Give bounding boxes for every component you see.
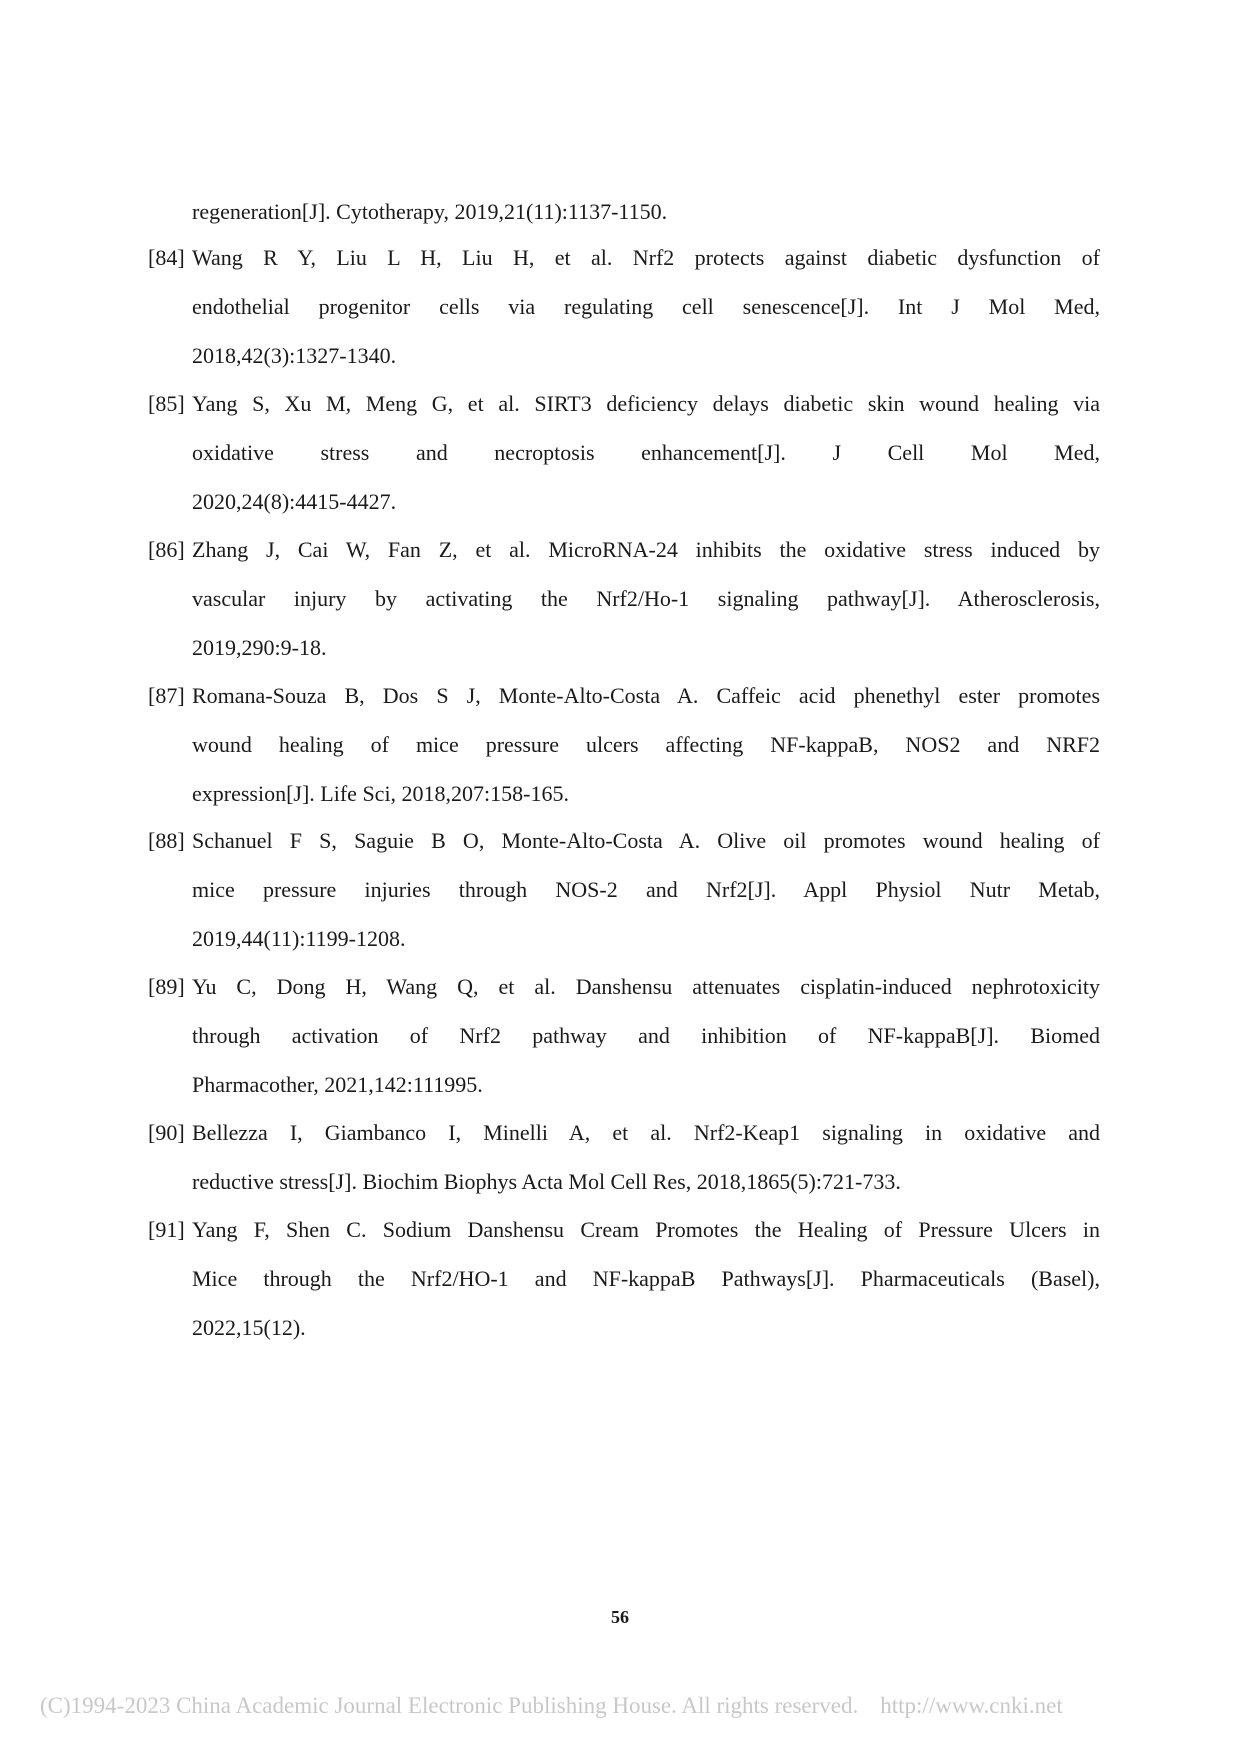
copyright-footer <box>40 1693 1220 1719</box>
reference-number: [87] <box>148 683 185 708</box>
reference-line: reductive stress[J]. Biochim Biophys Acta Mol Cell Res, 2018,1865(5):721-733. <box>192 1169 901 1194</box>
reference-line: 2019,44(11):1199-1208. <box>192 926 406 951</box>
reference-line: 2022,15(12). <box>192 1315 306 1340</box>
reference-line: Yang F, Shen C. Sodium Danshensu Cream Promotes the Healing of Pressure Ulcers in <box>192 1217 1100 1242</box>
reference-line: regeneration[J]. Cytotherapy, 2019,21(11):1137-1150. <box>192 199 668 224</box>
copyright-text: (C)1994-2023 China Academic Journal Electronic Publishing House. All rights reserved. <box>40 1693 859 1718</box>
reference-line: 2020,24(8):4415-4427. <box>192 489 397 514</box>
reference-line: Mice through the Nrf2/HO-1 and NF-kappaB Pathways[J]. Pharmaceuticals (Basel), <box>192 1266 1100 1291</box>
reference-line: 2018,42(3):1327-1340. <box>192 343 397 368</box>
reference-number: [89] <box>148 974 185 999</box>
reference-line: expression[J]. Life Sci, 2018,207:158-165. <box>192 781 569 806</box>
reference-line: Zhang J, Cai W, Fan Z, et al. MicroRNA-24 inhibits the oxidative stress induced by <box>192 537 1100 562</box>
footer-url: http://www.cnki.net <box>880 1693 1063 1718</box>
reference-line: mice pressure injuries through NOS-2 and Nrf2[J]. Appl Physiol Nutr Metab, <box>192 877 1100 902</box>
reference-line: wound healing of mice pressure ulcers affecting NF-kappaB, NOS2 and NRF2 <box>192 732 1100 757</box>
reference-number: [84] <box>148 245 185 270</box>
reference-number: [86] <box>148 537 185 562</box>
reference-line: Romana-Souza B, Dos S J, Monte-Alto-Costa A. Caffeic acid phenethyl ester promotes <box>192 683 1100 708</box>
reference-line: Schanuel F S, Saguie B O, Monte-Alto-Costa A. Olive oil promotes wound healing of <box>192 828 1100 853</box>
page-number: 56 <box>611 1607 629 1627</box>
reference-number: [88] <box>148 828 185 853</box>
reference-line: Yang S, Xu M, Meng G, et al. SIRT3 deficiency delays diabetic skin wound healing via <box>192 391 1100 416</box>
reference-line: Yu C, Dong H, Wang Q, et al. Danshensu attenuates cisplatin-induced nephrotoxicity <box>192 974 1100 999</box>
reference-line: Bellezza I, Giambanco I, Minelli A, et al. Nrf2-Keap1 signaling in oxidative and <box>192 1120 1100 1145</box>
reference-number: [90] <box>148 1120 185 1145</box>
reference-line: Wang R Y, Liu L H, Liu H, et al. Nrf2 protects against diabetic dysfunction of <box>192 245 1100 270</box>
reference-line: through activation of Nrf2 pathway and inhibition of NF-kappaB[J]. Biomed <box>192 1023 1100 1048</box>
reference-number: [85] <box>148 391 185 416</box>
reference-number: [91] <box>148 1217 185 1242</box>
reference-line: endothelial progenitor cells via regulating cell senescence[J]. Int J Mol Med, <box>192 294 1100 319</box>
reference-line: 2019,290:9-18. <box>192 635 327 660</box>
reference-line: Pharmacother, 2021,142:111995. <box>192 1072 483 1097</box>
reference-line: vascular injury by activating the Nrf2/Ho-1 signaling pathway[J]. Atherosclerosis, <box>192 586 1100 611</box>
reference-line: oxidative stress and necroptosis enhancement[J]. J Cell Mol Med, <box>192 440 1100 465</box>
